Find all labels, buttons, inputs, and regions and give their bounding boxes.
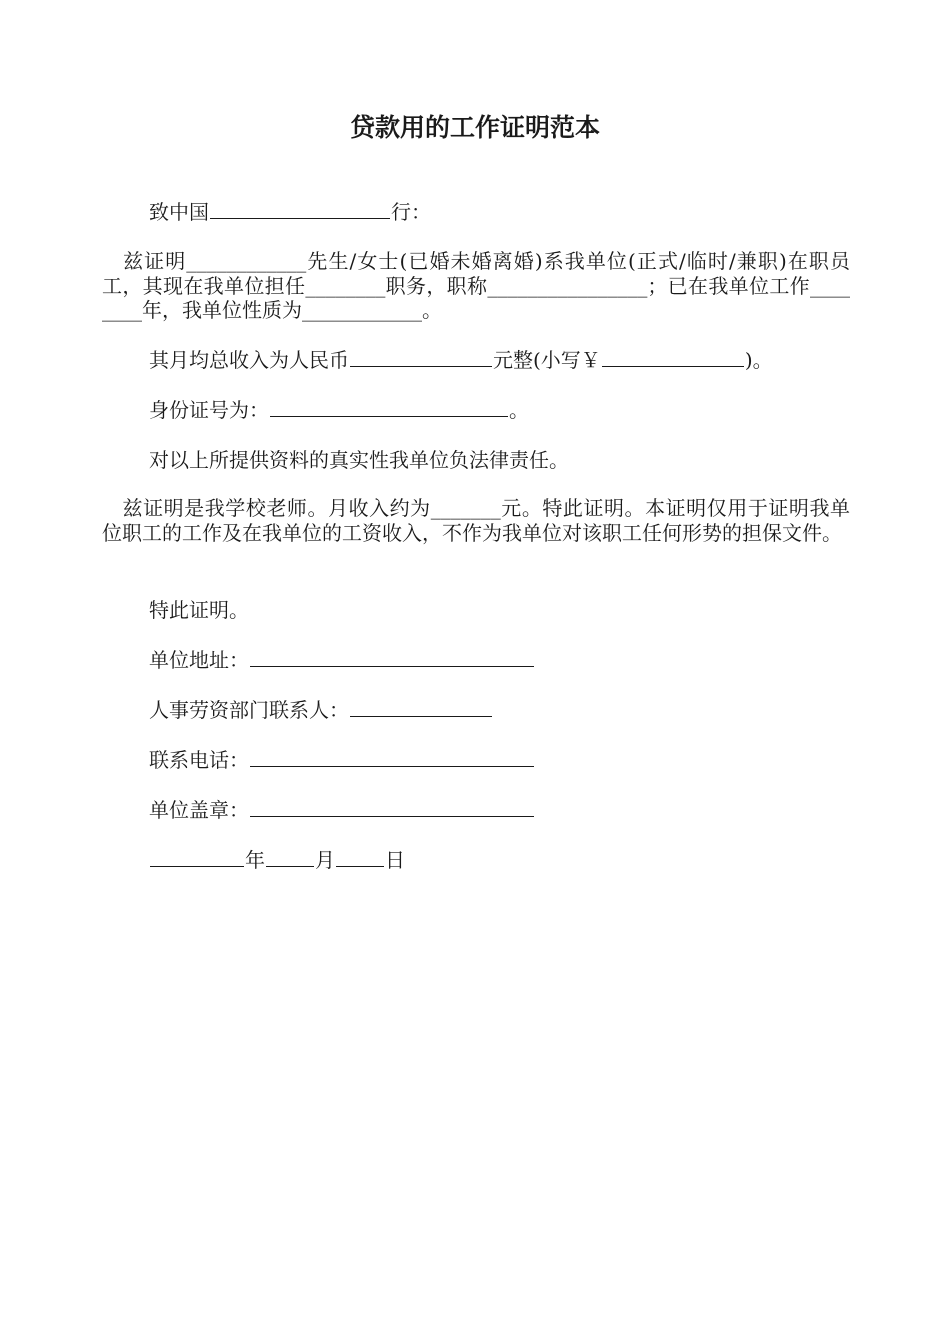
responsibility-text: 对以上所提供资料的真实性我单位负法律责任。 (149, 448, 569, 472)
day-label: 日 (385, 848, 405, 872)
contact-blank (350, 698, 492, 717)
income-line (102, 348, 850, 372)
seal-line (102, 798, 850, 822)
phone-label: 联系电话： (149, 748, 249, 772)
income-prefix: 其月均总收入为人民币 (149, 348, 349, 372)
seal-blank (250, 798, 534, 817)
certify-text: 特此证明。 (149, 598, 249, 622)
document-title: 贷款用的工作证明范本 (349, 113, 600, 142)
bank-name-blank (210, 200, 390, 219)
address-blank (250, 648, 534, 667)
phone-line (102, 748, 850, 772)
addressee-suffix: 行： (391, 200, 431, 224)
contact-label: 人事劳资部门联系人： (149, 698, 349, 722)
address-line (102, 648, 850, 672)
addressee-prefix: 致中国 (149, 200, 209, 224)
year-blank (150, 848, 244, 867)
id-number-line (102, 398, 850, 422)
addressee-line (102, 200, 850, 224)
employment-paragraph: 兹证明____________先生/女士(已婚未婚离婚)系我单位(正式/临时/兼职)在职员工，其现在我单位担任________职务，职称________________；已在我单位工作________年，我单位性质为____________。 (102, 249, 850, 322)
income-suffix: )。 (744, 348, 773, 372)
seal-label: 单位盖章： (149, 798, 249, 822)
month-label: 月 (315, 848, 335, 872)
id-number-label: 身份证号为： (149, 398, 269, 422)
day-blank (336, 848, 384, 867)
income-amount-blank (350, 348, 492, 367)
year-label: 年 (245, 848, 265, 872)
income-mid: 元整(小写￥ (493, 348, 601, 372)
salary-paragraph: 兹证明是我学校老师。月收入约为_______元。特此证明。本证明仅用于证明我单位职工的工作及在我单位的工资收入，不作为我单位对该职工任何形势的担保文件。 (102, 496, 850, 545)
id-number-suffix: 。 (509, 398, 529, 422)
certify-line (102, 598, 850, 622)
month-blank (266, 848, 314, 867)
responsibility-line (102, 448, 850, 472)
contact-line (102, 698, 850, 722)
id-number-blank (270, 398, 508, 417)
phone-blank (250, 748, 534, 767)
income-figure-blank (602, 348, 744, 367)
date-line (102, 848, 850, 872)
address-label: 单位地址： (149, 648, 249, 672)
